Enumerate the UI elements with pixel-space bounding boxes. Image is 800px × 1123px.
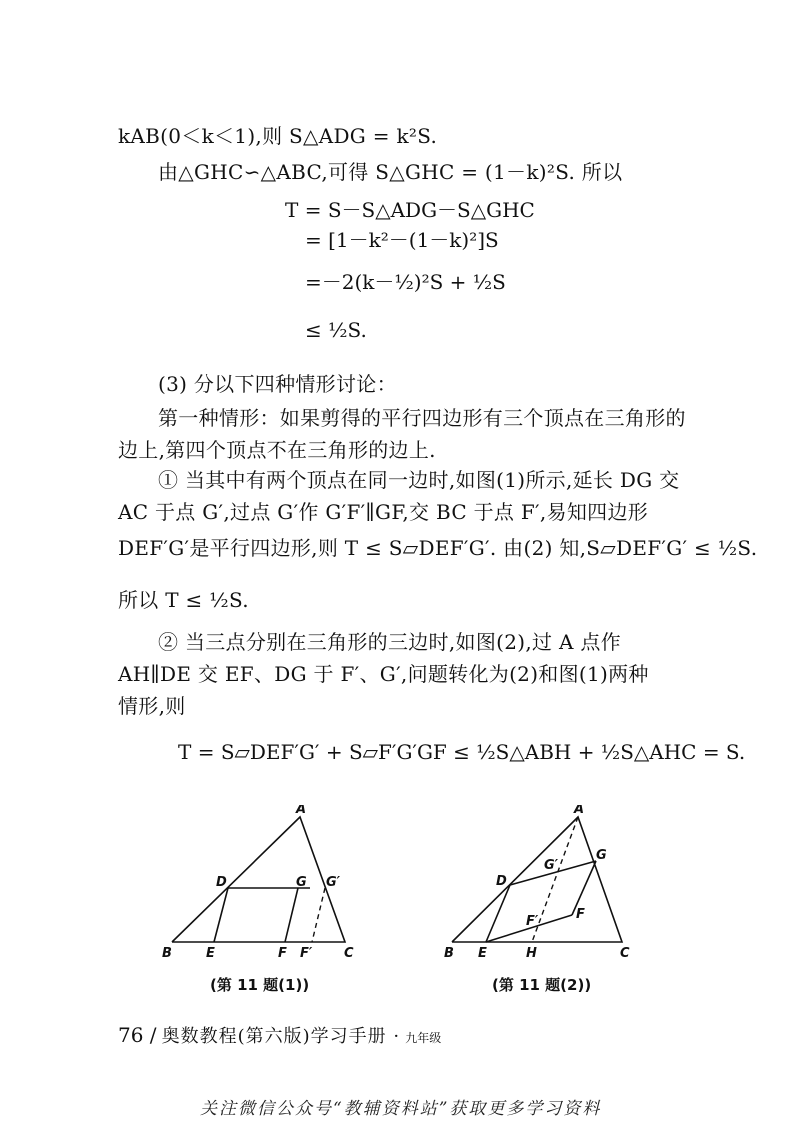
segment-g-prime-f-prime	[312, 888, 325, 942]
equation-line-2: = [1－k²－(1－k)²]S	[305, 228, 499, 252]
label-g-prime: G′	[544, 858, 559, 873]
text-line-2: 由△GHC∽△ABC,可得 S△GHC = (1－k)²S. 所以	[158, 160, 623, 184]
text-line-6: ① 当其中有两个顶点在同一边时,如图(1)所示,延长 DG 交	[158, 468, 680, 492]
watermark-text: 关注微信公众号“教辅资料站”获取更多学习资料	[200, 1099, 602, 1119]
segment-de	[214, 888, 228, 942]
label-g: G	[296, 875, 307, 890]
label-c: C	[620, 946, 630, 961]
label-g-prime: G′	[326, 875, 341, 890]
grade-label: 九年级	[405, 1031, 442, 1045]
label-b: B	[444, 946, 454, 961]
label-d: D	[496, 874, 507, 889]
text-line-12: 情形,则	[118, 694, 186, 718]
segment-ah	[532, 817, 578, 942]
label-f: F	[576, 907, 585, 922]
text-line-8: DEF′G′是平行四边形,则 T ≤ S▱DEF′G′. 由(2) 知,S▱DEF′G′ ≤ ½S.	[118, 536, 758, 560]
label-f-prime: F′	[526, 914, 539, 929]
page-number: 76 /	[118, 1023, 157, 1047]
figure-1-caption: (第 11 题(1))	[210, 976, 310, 994]
equation-line-1: T = S－S△ADG－S△GHC	[285, 198, 535, 222]
book-title: 奥数教程(第六版)学习手册 ·	[161, 1026, 401, 1047]
equation-line-5: T = S▱DEF′G′ + S▱F′G′GF ≤ ½S△ABH + ½S△AHC = S.	[178, 740, 746, 764]
label-e: E	[478, 946, 487, 961]
text-line-7: AC 于点 G′,过点 G′作 G′F′∥GF,交 BC 于点 F′,易知四边形	[118, 500, 649, 524]
label-f: F	[278, 946, 287, 961]
segment-gf	[285, 888, 298, 942]
text-line-11: AH∥DE 交 EF、DG 于 F′、G′,问题转化为(2)和图(1)两种	[118, 662, 649, 686]
figure-2-caption: (第 11 题(2))	[492, 976, 592, 994]
label-a: A	[296, 805, 307, 817]
text-line-5: 边上,第四个顶点不在三角形的边上.	[118, 438, 436, 462]
label-f-prime: F′	[300, 946, 313, 961]
text-line-4: 第一种情形：如果剪得的平行四边形有三个顶点在三角形的	[158, 406, 686, 430]
label-d: D	[216, 875, 227, 890]
label-h: H	[526, 946, 537, 961]
text-line-3: (3) 分以下四种情形讨论：	[158, 372, 397, 396]
figure-2-diagram	[440, 805, 640, 965]
page-footer	[118, 1022, 441, 1048]
text-line-9: 所以 T ≤ ½S.	[118, 588, 249, 612]
label-a: A	[574, 805, 585, 817]
triangle-abc	[172, 817, 345, 942]
figure-1-diagram	[160, 805, 370, 965]
equation-line-3: =－2(k－½)²S + ½S	[305, 270, 506, 294]
equation-line-4: ≤ ½S.	[305, 318, 367, 342]
label-e: E	[206, 946, 215, 961]
text-line-1: kAB(0＜k＜1),则 S△ADG = k²S.	[118, 124, 438, 148]
label-c: C	[344, 946, 354, 961]
segment-de	[486, 885, 510, 942]
text-line-10: ② 当三点分别在三角形的三边时,如图(2),过 A 点作	[158, 630, 621, 654]
label-g: G	[596, 848, 607, 863]
label-b: B	[162, 946, 172, 961]
